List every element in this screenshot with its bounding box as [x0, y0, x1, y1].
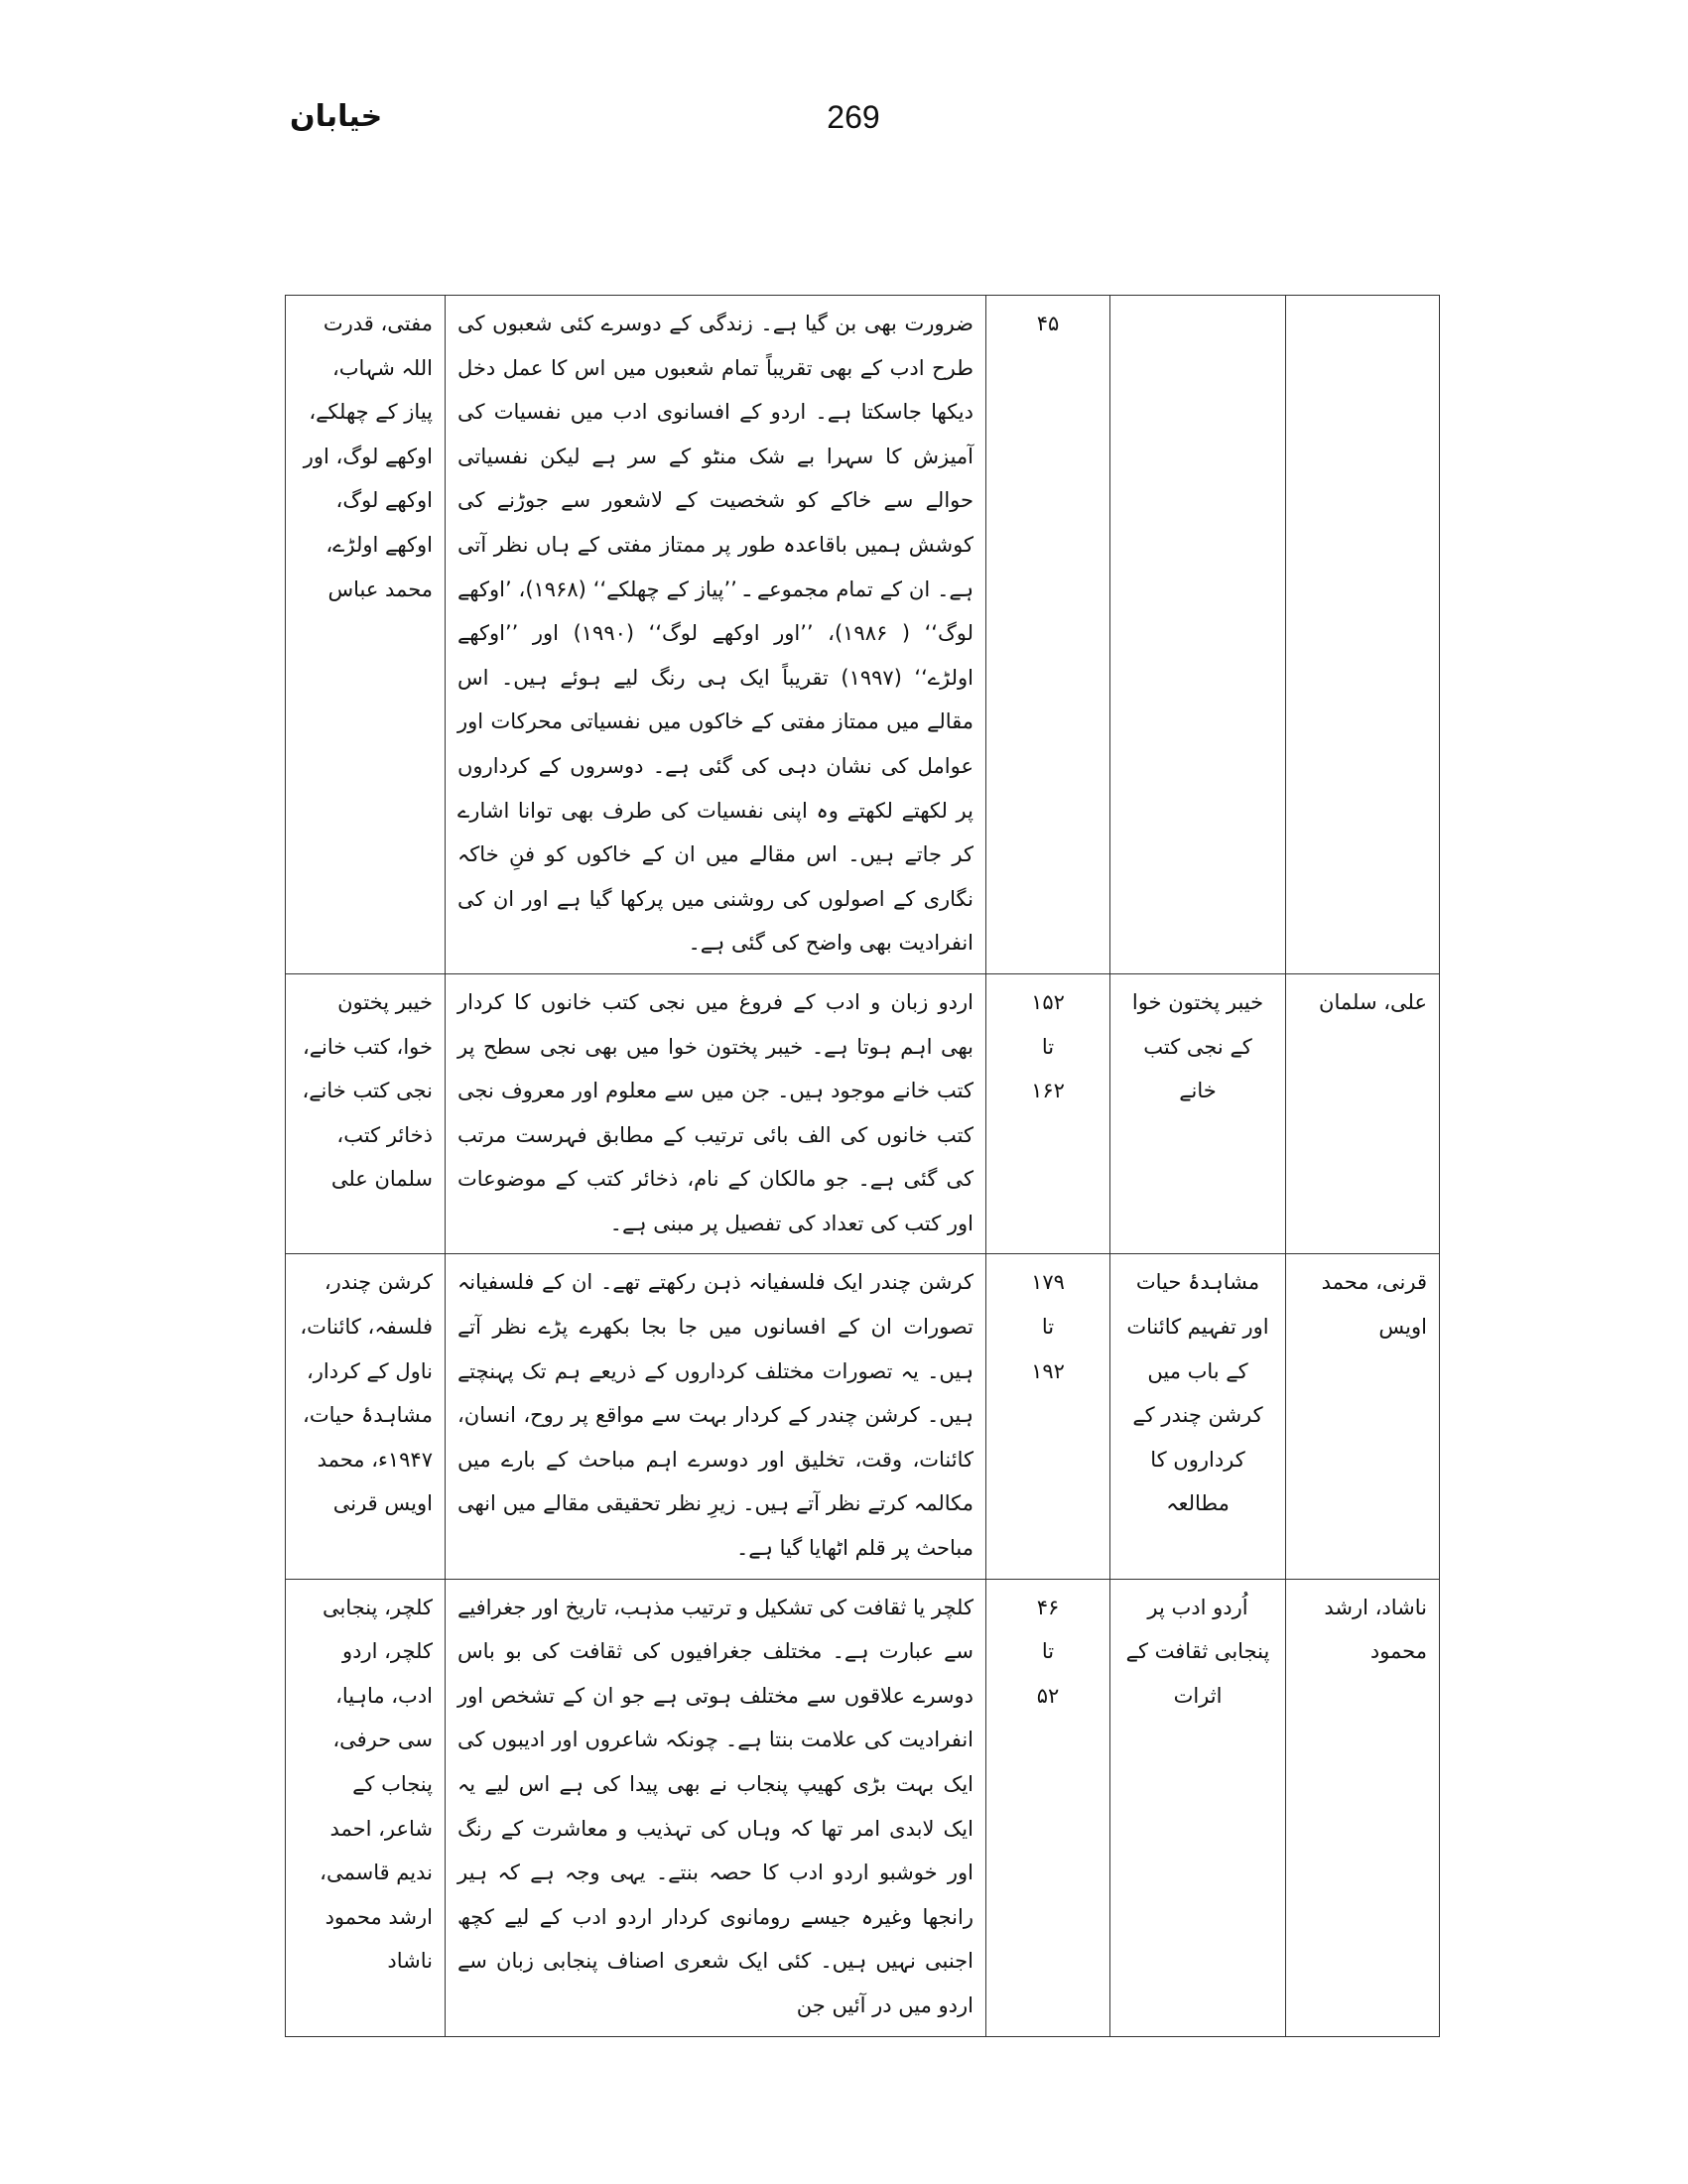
page-start: ۴۵ — [1036, 312, 1060, 335]
keywords-cell: کرشن چندر، فلسفہ، کائنات، ناول کے کردار، مشاہدۂ حیات، ۱۹۴۷ء، محمد اویس قرنی — [286, 1254, 446, 1579]
pages-cell — [986, 1254, 1110, 1579]
journal-title: خیابان — [290, 99, 383, 134]
title-cell: مشاہدۂ حیات اور تفہیم کائنات کے باب میں کرشن چندر کے کرداروں کا مطالعہ — [1110, 1254, 1286, 1579]
page-to: تا — [1041, 1639, 1055, 1664]
page-start: ۱۷۹ — [1031, 1270, 1065, 1295]
page-end: ۱۹۲ — [1031, 1358, 1065, 1383]
abstract-cell: اردو زبان و ادب کے فروغ میں نجی کتب خانوں کا کردار بھی اہم ہوتا ہے۔ خیبر پختون خوا میں بھی نجی سطح پر کتب خانے موجود ہیں۔ جن میں سے معلوم اور معروف نجی کتب خانوں کی الف بائی ترتیب کے مطابق فہرست مرتب کی گئی ہے۔ جو مالکان کے نام، ذخائر کتب کے موضوعات اور کتب کی تعداد کی تفصیل پر مبنی ہے۔ — [446, 973, 986, 1254]
abstract-cell: ضرورت بھی بن گیا ہے۔ زندگی کے دوسرے کئی شعبوں کی طرح ادب کے بھی تقریباً تمام شعبوں میں اس کا عمل دخل دیکھا جاسکتا ہے۔ اردو کے افسانوی ادب میں نفسیات کی آمیزش کا سہرا بے شک منٹو کے سر ہے لیکن نفسیاتی حوالے سے خاکے کو شخصیت کے لاشعور سے جوڑنے کی کوشش ہمیں باقاعدہ طور پر ممتاز مفتی کے ہاں نظر آتی ہے۔ ان کے تمام مجموعے ـ ’’پیاز کے چھلکے‘‘ (۱۹۶۸)، ’اوکھے لوگ‘‘ ( ۱۹۸۶)، ’’اور اوکھے لوگ‘‘ (۱۹۹۰) اور ’’اوکھے اولڑے‘‘ (۱۹۹۷) تقریباً ایک ہی رنگ لیے ہوئے ہیں۔ اس مقالے میں ممتاز مفتی کے خاکوں میں نفسیاتی محرکات اور عوامل کی نشان دہی کی گئی ہے۔ دوسروں کے کرداروں پر لکھتے لکھتے وہ اپنی نفسیات کی طرف بھی توانا اشارے کر جاتے ہیں۔ اس مقالے میں ان کے خاکوں کو فنِ خاکہ نگاری کے اصولوں کی روشنی میں پرکھا گیا ہے اور ان کی انفرادیت بھی واضح کی گئی ہے۔ — [446, 296, 986, 974]
page-to: تا — [1041, 1034, 1055, 1059]
author-cell: علی، سلمان — [1286, 973, 1440, 1254]
title-cell — [1110, 296, 1286, 974]
abstract-cell: کلچر یا ثقافت کی تشکیل و ترتیب مذہب، تاریخ اور جغرافیے سے عبارت ہے۔ مختلف جغرافیوں کی ثقافت کی بو باس دوسرے علاقوں سے مختلف ہوتی ہے جو ان کے تشخص اور انفرادیت کی علامت بنتا ہے۔ چونکہ شاعروں اور ادیبوں کی ایک بہت بڑی کھیپ پنجاب نے بھی پیدا کی ہے اس لیے یہ ایک لابدی امر تھا کہ وہاں کی تہذیب و معاشرت کے رنگ اور خوشبو اردو ادب کا حصہ بنتے۔ یہی وجہ ہے کہ ہیر رانجھا وغیرہ جیسے رومانوی کردار اردو ادب کے لیے کچھ اجنبی نہیں ہیں۔ کئی ایک شعری اصناف پنجابی زبان سے اردو میں در آئیں جن — [446, 1579, 986, 2036]
title-cell: خیبر پختون خوا کے نجی کتب خانے — [1110, 973, 1286, 1254]
page-end: ۵۲ — [1036, 1683, 1060, 1708]
author-cell: قرنی، محمد اویس — [1286, 1254, 1440, 1579]
title-cell: اُردو ادب پر پنجابی ثقافت کے اثرات — [1110, 1579, 1286, 2036]
page-start: ۱۵۲ — [1031, 989, 1065, 1014]
table-row — [286, 296, 1440, 974]
table-row — [286, 1254, 1440, 1579]
keywords-cell: مفتی، قدرت اللہ شہاب، پیاز کے چھلکے، اوکھے لوگ، اور اوکھے لوگ، اوکھے اولڑے، محمد عباس — [286, 296, 446, 974]
page-number: 269 — [827, 99, 880, 135]
article-index-table — [285, 295, 1440, 2037]
author-cell: ناشاد، ارشد محمود — [1286, 1579, 1440, 2036]
pages-cell — [986, 1579, 1110, 2036]
page-to: تا — [1041, 1315, 1055, 1340]
pages-cell — [986, 296, 1110, 974]
table-row — [286, 973, 1440, 1254]
pages-cell — [986, 973, 1110, 1254]
author-cell — [1286, 296, 1440, 974]
table-row — [286, 1579, 1440, 2036]
page-start: ۴۶ — [1036, 1595, 1060, 1619]
keywords-cell: کلچر، پنجابی کلچر، اردو ادب، ماہیا، سی حرفی، پنجاب کے شاعر، احمد ندیم قاسمی، ارشد محمود ناشاد — [286, 1579, 446, 2036]
page-end: ۱۶۲ — [1031, 1079, 1065, 1103]
keywords-cell: خیبر پختون خوا، کتب خانے، نجی کتب خانے، ذخائر کتب، سلمان علی — [286, 973, 446, 1254]
abstract-cell: کرشن چندر ایک فلسفیانہ ذہن رکھتے تھے۔ ان کے فلسفیانہ تصورات ان کے افسانوں میں جا بجا بکھرے پڑے نظر آتے ہیں۔ یہ تصورات مختلف کرداروں کے ذریعے ہم تک پہنچتے ہیں۔ کرشن چندر کے کردار بہت سے مواقع پر روح، انسان، کائنات، وقت، تخلیق اور دوسرے اہم مباحث کے بارے میں مکالمہ کرتے نظر آتے ہیں۔ زیرِ نظر تحقیقی مقالے میں انھی مباحث پر قلم اٹھایا گیا ہے۔ — [446, 1254, 986, 1579]
